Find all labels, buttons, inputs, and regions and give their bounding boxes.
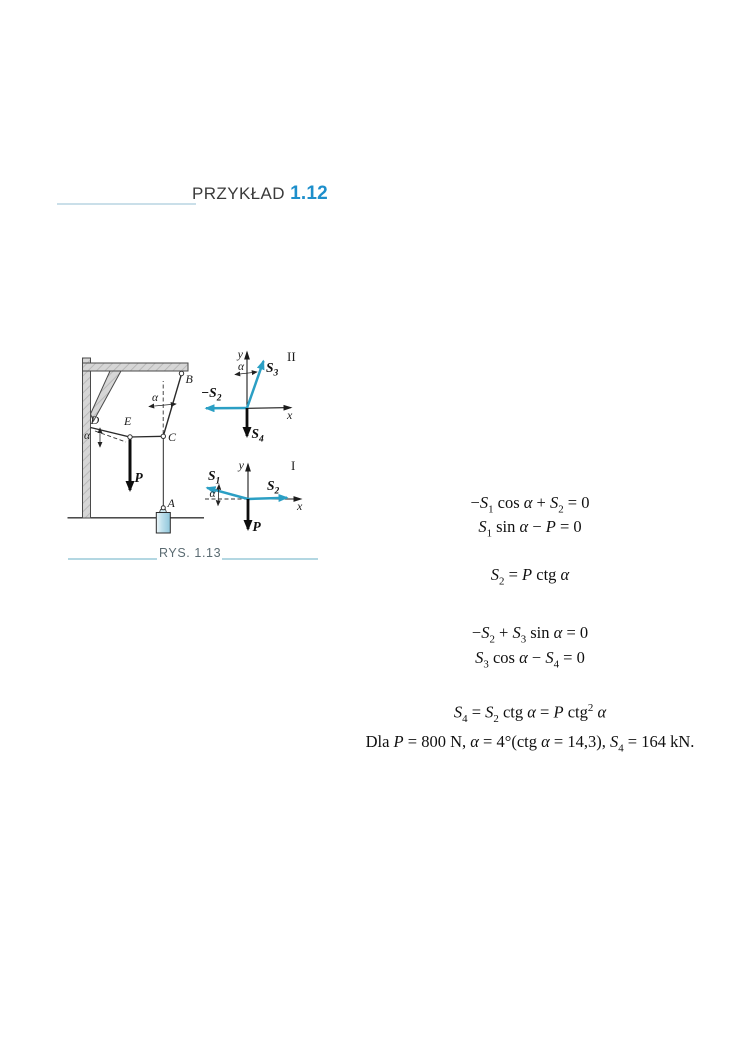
fbd1-y-label: y — [238, 458, 244, 472]
label-e: E — [124, 414, 132, 428]
vector-minus-s2-label: $-S_2$ — [201, 385, 222, 404]
fbd1-numeral: I — [291, 458, 296, 473]
pin-e — [128, 435, 132, 439]
figure-caption: RYS. 1.13 — [159, 546, 222, 560]
fbd2-angle-label: α — [237, 361, 245, 373]
vector-s3 — [247, 361, 264, 408]
vector-s2 — [248, 498, 287, 499]
fbd1-x-label: x — [297, 499, 303, 513]
load-p-label: P — [134, 470, 143, 485]
caption-rule-right — [222, 558, 318, 560]
structure-diagram — [68, 358, 205, 533]
fbd2-x-label: x — [287, 408, 293, 422]
pin-b — [179, 371, 183, 375]
vector-s1-label: $S_1$ — [208, 468, 221, 487]
example-heading-number: 1.12 — [290, 183, 328, 204]
equation-s2-result: $S_2 = P$ ctg α — [490, 565, 570, 588]
fbd-node-ii — [201, 347, 296, 445]
vector-s3-label: $S_3$ — [266, 360, 279, 379]
equation-node-ii-sum-fx: $-S_2 + S_3$ sin α = 0 — [471, 623, 589, 646]
fbd1-angle-label: α — [209, 488, 216, 500]
fbd2-y-label: y — [237, 347, 243, 361]
caption-rule-left — [68, 558, 157, 560]
label-a: A — [167, 496, 175, 510]
weight-block — [156, 513, 170, 534]
pin-c — [161, 434, 165, 438]
vector-s4-label: $S_4$ — [251, 426, 264, 445]
fbd1-angle-arrows — [218, 485, 219, 506]
vector-s2-label: $S_2$ — [267, 478, 280, 497]
top-beam — [83, 363, 189, 371]
pin-a — [161, 506, 165, 510]
equation-node-ii-sum-fy: $S_3$ $\cos \alpha - S_4 = 0$ — [475, 648, 585, 671]
fbd-node-i — [203, 458, 303, 534]
label-c: C — [168, 430, 177, 444]
equation-numeric-result: Dla P = 800 N, α = 4°(ctg α = 14,3), $S_4 = 164$ kN. — [365, 732, 695, 755]
header-rule — [57, 203, 196, 205]
angle-d-label: α — [84, 430, 91, 442]
example-heading — [192, 183, 328, 205]
equation-s4-result: $S_4 = S_2$ ctg α = P ctg$^2$ α — [453, 702, 607, 725]
angle-bc-label: α — [151, 392, 159, 404]
example-heading-label: PRZYKŁAD — [192, 184, 285, 203]
tie-dec — [91, 428, 164, 438]
vector-p-label: P — [252, 519, 261, 534]
fbd2-x-axis — [247, 408, 291, 409]
label-d: D — [90, 413, 100, 427]
equation-node-i-sum-fy: $S_1$ sin α − P = 0 — [478, 517, 582, 540]
label-b: B — [185, 372, 193, 386]
figure-rys-1-13 — [55, 330, 325, 545]
equation-node-i-sum-fx: $-S_1$ $\cos \alpha + S_2 = 0$ — [470, 493, 590, 516]
fbd2-numeral: II — [287, 349, 296, 364]
